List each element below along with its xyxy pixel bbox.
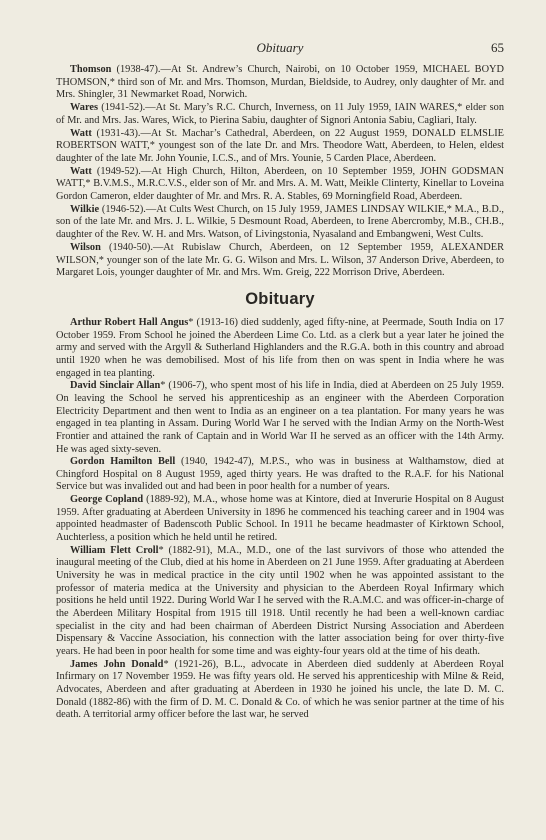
running-title: Obituary xyxy=(256,40,304,55)
marriage-entry xyxy=(56,64,504,102)
entry-name: Watt xyxy=(70,127,92,139)
entry-name: David Sinclair Allan xyxy=(70,380,161,392)
entry-name: William Flett Croll xyxy=(70,544,159,556)
entry-name: James John Donald xyxy=(70,658,164,670)
entry-text: (1941-52).—At St. Mary’s R.C. Church, Inverness, on 11 July 1959, IAIN WARES,* elder son of Mr. and Mrs. Jas. Wares, Wick, to Pierina Sabiu, daughter of Signori Antonia Sabiu, Cagliari, Italy. xyxy=(56,102,504,126)
entry-name: Watt xyxy=(70,165,92,177)
entry-text: (1938-47).—At St. Andrew’s Church, Nairobi, on 10 October 1959, MICHAEL BOYD THOMSON,* third son of Mr. and Mrs. Thomson, Murdan, Bieldside, to Audrey, only daughter of Mr. and Mrs. Shingler, 31 Newmarket Road, Norwich. xyxy=(56,64,504,101)
marriages-section xyxy=(56,64,504,280)
obituary-entry xyxy=(56,456,504,494)
entry-name: Wilkie xyxy=(70,203,100,215)
obituary-entry xyxy=(56,494,504,545)
entry-name: Gordon Hamilton Bell xyxy=(70,456,176,468)
section-title: Obituary xyxy=(245,289,315,308)
entry-text: (1889-92), M.A., whose home was at Kintore, died at Inverurie Hospital on 8 August 1959. After graduating at Aberdeen University in 1896 he commenced his teaching career and in 1904 was appointed headmaster of Badenscoth Public School. In 1911 he became headmaster of Kirktown School, Auchterless, a position which he held until he retired. xyxy=(56,494,504,544)
entry-text: (1949-52).—At High Church, Hilton, Aberdeen, on 10 September 1959, JOHN GODSMAN WATT,* B.V.M.S., M.R.C.V.S., elder son of Mr. and Mrs. A. M. Watt, Meikle Clinterty, Kinellar to Loveina Gordon Cameron, elder daughter of Mr. and Mrs. R. A. Stables, 69 Morningfield Road, Aberdeen. xyxy=(56,165,504,203)
entry-text: (1940-50).—At Rubislaw Church, Aberdeen, on 12 September 1959, ALEXANDER WILSON,* younger son of the late Mr. G. G. Wilson and Mrs. L. Wilson, 37 Anderson Drive, Aberdeen, to Margaret Lois, younger daughter of Mr. and Mrs. Wm. Greig, 222 Morrison Drive, Aberdeen. xyxy=(56,241,504,279)
entry-text: (1946-52).—At Cults West Church, on 15 July 1959, JAMES LINDSAY WILKIE,* M.A., B.D., son of the late Mr. and Mrs. J. L. Wilkie, 5 Desmount Road, Aberdeen, to Irene Abercromby, M.B., CH.B., daughter of the Rev. W. H. and Mrs. Watson, of Livingstonia, Nyasaland and Embangweni, West Cults. xyxy=(56,203,504,241)
obituary-entry xyxy=(56,380,504,456)
entry-text: * (1913-16) died suddenly, aged fifty-nine, at Peermade, South India on 17 October 1959. From School he joined the Aberdeen Lime Co. Ltd. as a clerk but a year later he joined the army and served with the Argyll & Sutherland Highlanders and the R.G.A. both in this country and abroad until 1920 when he was demobilised. Most of his life from then on was spent in India where he was engaged in tea planting. xyxy=(56,316,504,379)
entry-text: * (1921-26), B.L., advocate in Aberdeen died suddenly at Aberdeen Royal Infirmary on 17 November 1959. He was fifty years old. He served his apprenticeship with Milne & Reid, Advocates, Aberdeen and after graduating at Aberdeen in 1930 he joined his uncle, the late D. M. C. Donald (1882-86) with the firm of D. M. C. Donald & Co. of which he was senior partner at the time of his death. A territorial army officer before the last war, he served xyxy=(56,658,504,721)
marriage-entry xyxy=(56,128,504,166)
entry-text: * (1882-91), M.A., M.D., one of the last survivors of those who attended the inaugural meeting of the Club, died at his home in Aberdeen on 21 June 1959. After graduating at Aberdeen University he was in medical practice in the city until 1902 when he was appointed assistant to the professor of materia medica at the University and physician to the Aberdeen Royal Infirmary which positions he held until 1922. During World War I he served with the R.A.M.C. and was officer-in-charge of the Aberdeen Military Hospital from 1915 till 1918. Until recently he had been a well-known cardiac specialist in the city and had been chairman of Aberdeen District Nursing Association and Aberdeen Dispensary & Vaccine Association, his connection with the latter association being for over thirty-five years. He had been in poor health for some time and was eighty-four years old at the time of his death. xyxy=(56,544,504,658)
obituary-entry xyxy=(56,317,504,380)
entry-text: * (1906-7), who spent most of his life in India, died at Aberdeen on 25 July 1959. On leaving the School he served his apprenticeship as an engineer with the Aberdeen Corporation Electricity Department and then went to India as an engineer on a tea plantation. For many years he was engaged in tea planting in Assam. During World War I he served with the Indian Army on the North-West Frontier and attained the rank of Captain and in World War II he served as an officer with the 14th Army. He was aged sixty-seven. xyxy=(56,380,504,455)
entry-name: Thomson xyxy=(70,64,112,75)
entry-name: George Copland xyxy=(70,494,144,506)
marriage-entry xyxy=(56,242,504,280)
entry-name: Wilson xyxy=(70,241,101,253)
entry-text: (1940, 1942-47), M.P.S., who was in business at Walthamstow, died at Chingford Hospital on 8 August 1959, aged thirty years. He was drafted to the R.A.F. for his National Service but was invalided out and had been in poor health for a number of years. xyxy=(56,456,504,493)
obituary-entry xyxy=(56,659,504,722)
obituary-section xyxy=(56,317,504,722)
entry-name: Arthur Robert Hall Angus xyxy=(70,316,189,328)
obituary-entry xyxy=(56,545,504,659)
running-head xyxy=(56,40,504,62)
entry-name: Wares xyxy=(70,102,98,114)
entry-text: (1931-43).—At St. Machar’s Cathedral, Aberdeen, on 22 August 1959, DONALD ELMSLIE ROBERTSON WATT,* youngest son of the late Dr. and Mrs. Theodore Watt, Aberdeen, to Helen, eldest daughter of the late Mr. John Younie, I.C.S., and of Mrs. Younie, 5 Carden Place, Aberdeen. xyxy=(56,127,504,164)
page-number: 65 xyxy=(491,40,504,55)
marriage-entry xyxy=(56,166,504,204)
marriage-entry xyxy=(56,204,504,242)
marriage-entry xyxy=(56,102,504,127)
